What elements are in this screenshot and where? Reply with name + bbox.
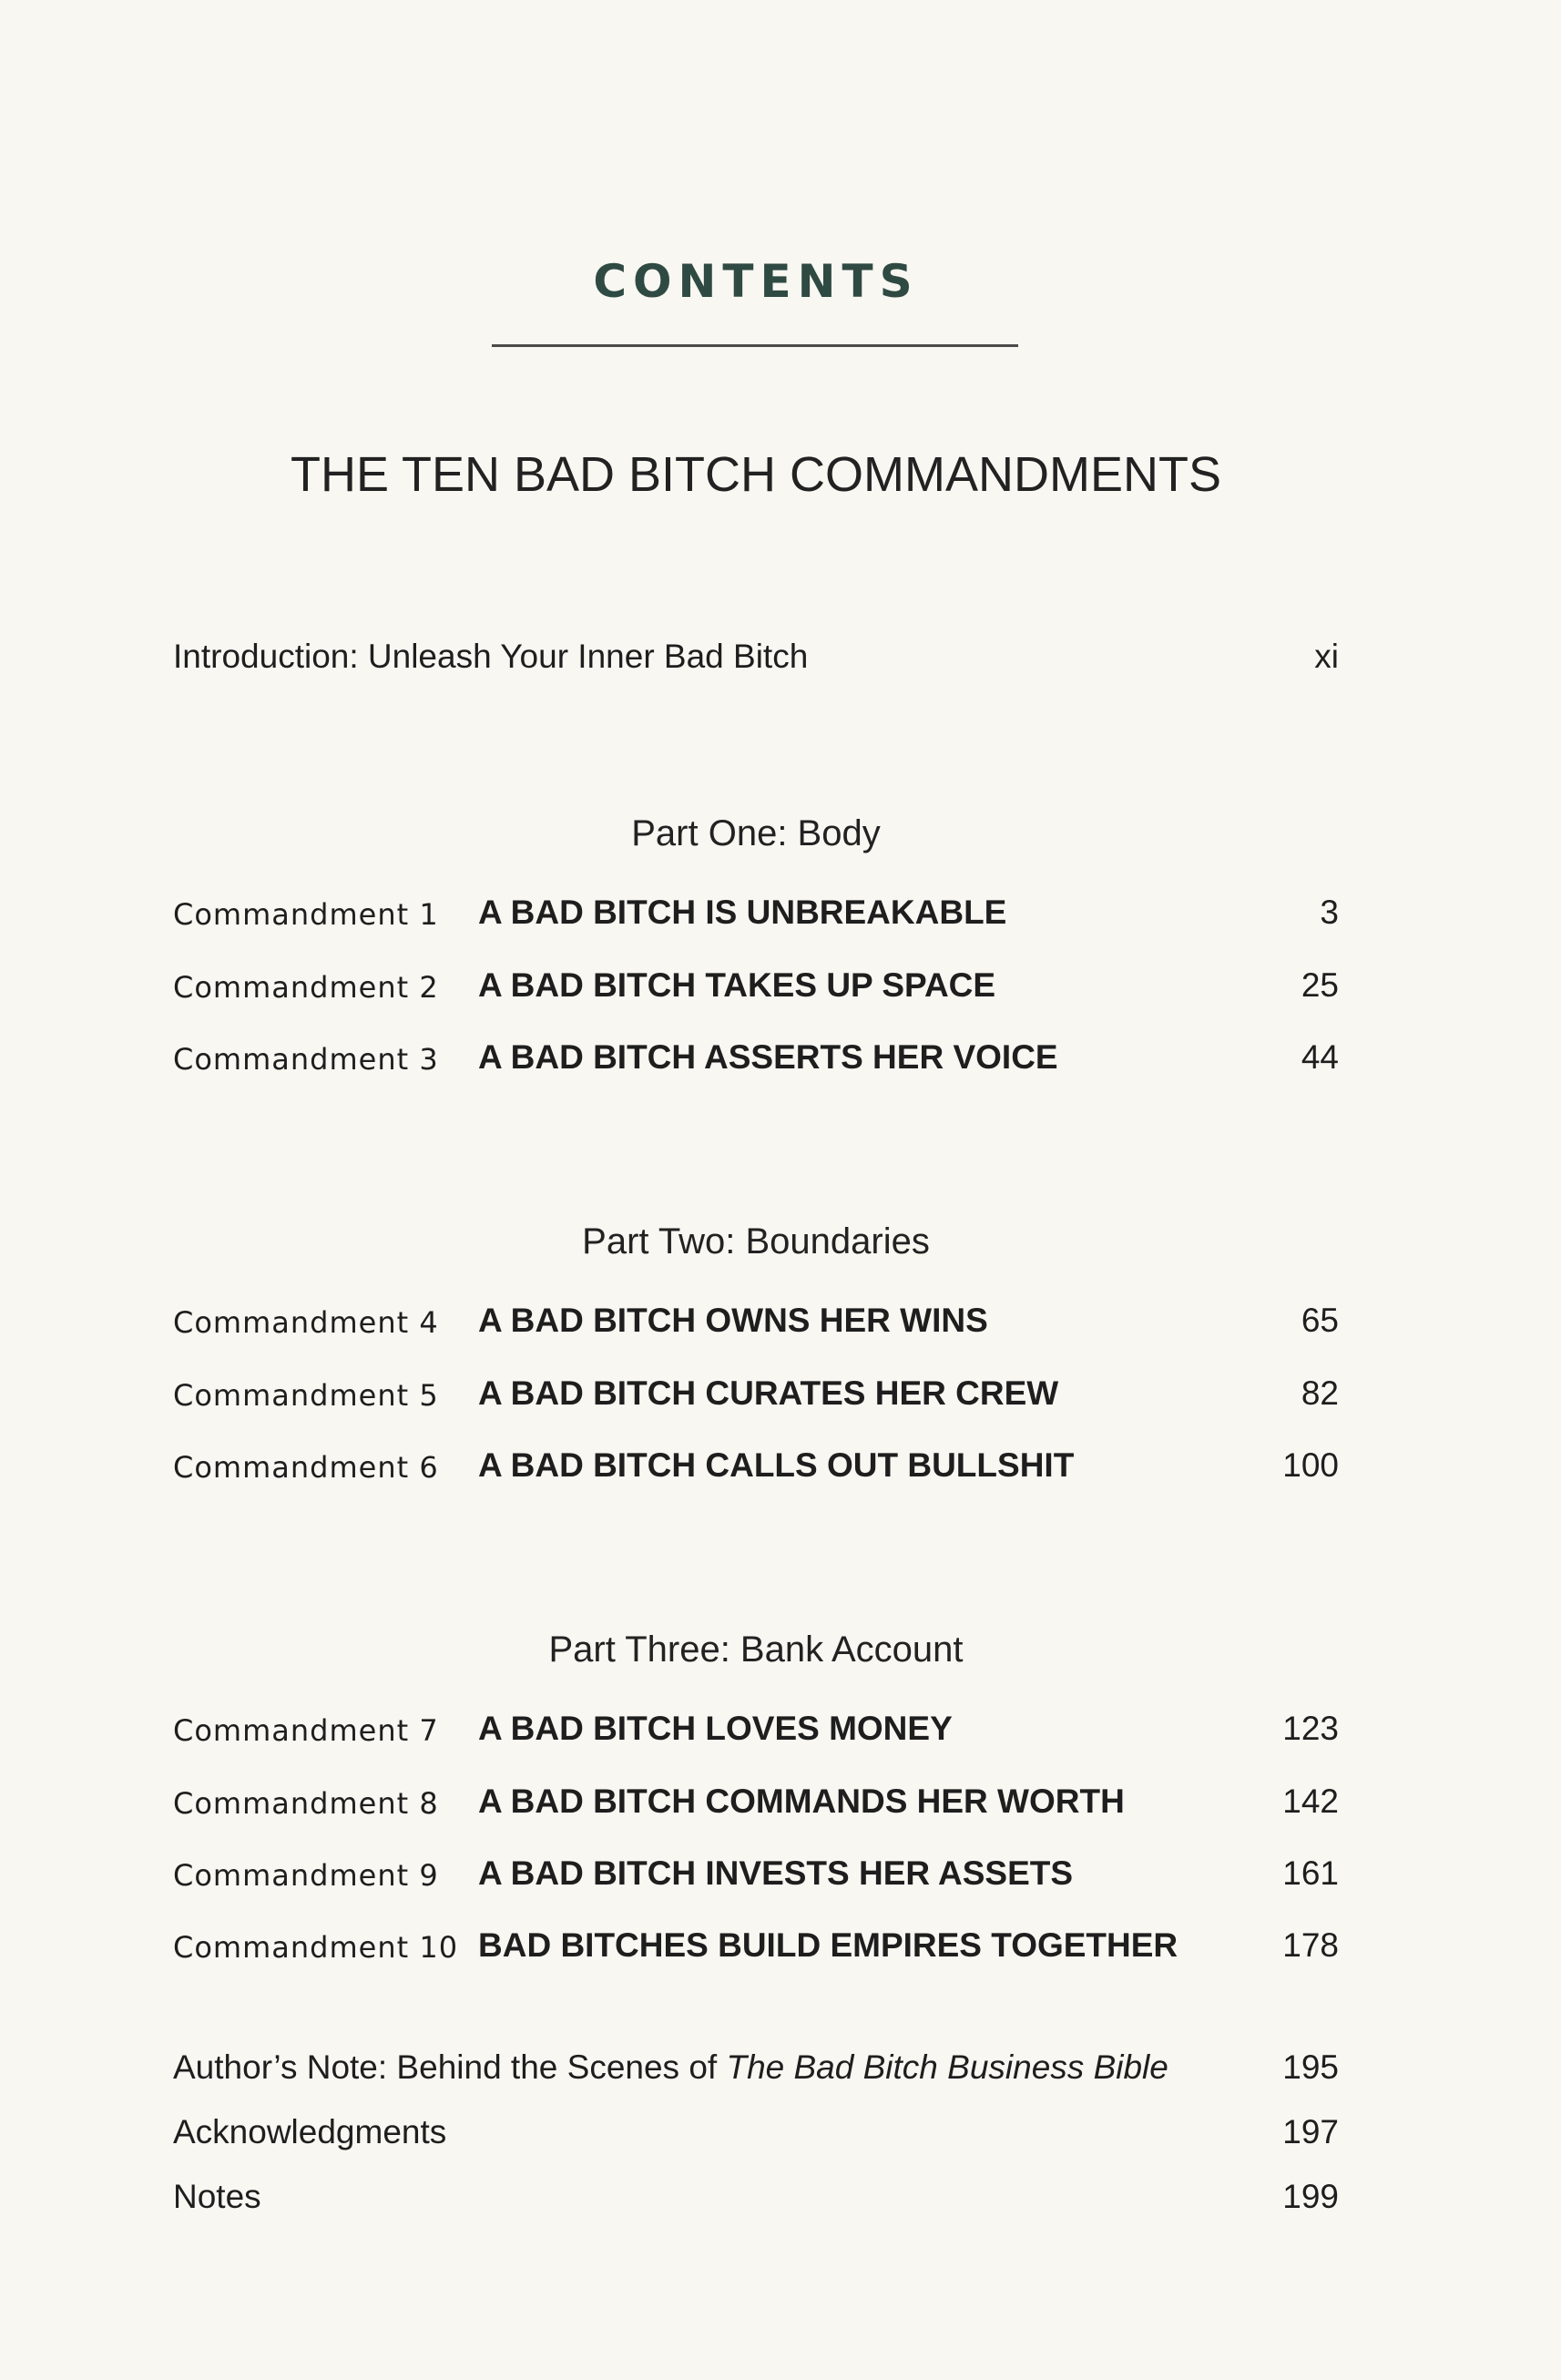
commandment-title: BAD BITCHES BUILD EMPIRES TOGETHER [478, 1926, 1178, 1964]
commandment-number: Commandment 9 [173, 1858, 439, 1893]
toc-commandment-row[interactable] [173, 1374, 1339, 1429]
toc-page-number: 82 [1301, 1374, 1339, 1412]
toc-page-number: 44 [1301, 1038, 1339, 1076]
commandment-number: Commandment 10 [173, 1930, 459, 1965]
commandment-title: A BAD BITCH ASSERTS HER VOICE [478, 1038, 1058, 1076]
toc-commandment-row[interactable] [173, 894, 1339, 948]
toc-entry-label: Acknowledgments [173, 2113, 447, 2150]
commandment-title: A BAD BITCH IS UNBREAKABLE [478, 894, 1007, 931]
commandment-title: A BAD BITCH LOVES MONEY [478, 1710, 953, 1747]
book-title: THE TEN BAD BITCH COMMANDMENTS [290, 447, 1222, 502]
commandment-number: Commandment 5 [173, 1378, 439, 1413]
part-heading-three: Part Three: Bank Account [548, 1629, 964, 1670]
toc-entry-label [173, 2048, 1168, 2087]
toc-commandment-row[interactable] [173, 1926, 1339, 1981]
commandment-number: Commandment 3 [173, 1042, 439, 1077]
toc-page-number: 199 [1282, 2178, 1339, 2215]
toc-page-number: 195 [1282, 2048, 1339, 2086]
toc-page-number: 65 [1301, 1302, 1339, 1339]
toc-page-number: 178 [1282, 1926, 1339, 1964]
toc-entry-authors-note[interactable] [173, 2048, 1339, 2103]
commandment-number: Commandment 6 [173, 1450, 439, 1485]
commandment-number: Commandment 4 [173, 1305, 439, 1340]
toc-entry-notes[interactable] [173, 2178, 1339, 2232]
toc-commandment-row[interactable] [173, 1854, 1339, 1909]
commandment-title: A BAD BITCH COMMANDS HER WORTH [478, 1782, 1125, 1820]
toc-entry-acknowledgments[interactable] [173, 2113, 1339, 2168]
toc-commandment-row[interactable] [173, 1446, 1339, 1501]
toc-commandment-row[interactable] [173, 1782, 1339, 1837]
commandment-number: Commandment 2 [173, 970, 439, 1005]
toc-page-number: 123 [1282, 1710, 1339, 1747]
toc-page-number: 161 [1282, 1854, 1339, 1892]
commandment-title: A BAD BITCH CALLS OUT BULLSHIT [478, 1446, 1075, 1484]
commandment-number: Commandment 8 [173, 1786, 439, 1821]
heading-divider [492, 344, 1018, 347]
part-heading-one: Part One: Body [631, 813, 881, 853]
toc-page-number: 142 [1282, 1782, 1339, 1820]
commandment-number: Commandment 1 [173, 897, 439, 932]
commandment-title: A BAD BITCH INVESTS HER ASSETS [478, 1854, 1074, 1892]
toc-entry-label: Notes [173, 2178, 261, 2215]
authors-note-prefix: Author’s Note: Behind the Scenes of [173, 2048, 727, 2086]
toc-page-number: 3 [1320, 894, 1339, 931]
toc-commandment-row[interactable] [173, 1710, 1339, 1764]
part-heading-two: Part Two: Boundaries [582, 1221, 930, 1262]
toc-page-number: 25 [1301, 966, 1339, 1004]
toc-entry-label: Introduction: Unleash Your Inner Bad Bitch [173, 638, 809, 675]
contents-heading: CONTENTS [593, 255, 919, 308]
commandment-title: A BAD BITCH OWNS HER WINS [478, 1302, 988, 1339]
commandment-title: A BAD BITCH CURATES HER CREW [478, 1374, 1059, 1412]
toc-page-number: 100 [1282, 1446, 1339, 1484]
toc-commandment-row[interactable] [173, 1302, 1339, 1356]
authors-note-book-title: The Bad Bitch Business Bible [726, 2048, 1168, 2086]
toc-commandment-row[interactable] [173, 966, 1339, 1021]
toc-page-number: 197 [1282, 2113, 1339, 2150]
commandment-number: Commandment 7 [173, 1713, 439, 1748]
toc-entry-introduction[interactable] [173, 638, 1339, 692]
toc-page-number: xi [1314, 638, 1339, 675]
commandment-title: A BAD BITCH TAKES UP SPACE [478, 966, 996, 1004]
toc-commandment-row[interactable] [173, 1038, 1339, 1093]
